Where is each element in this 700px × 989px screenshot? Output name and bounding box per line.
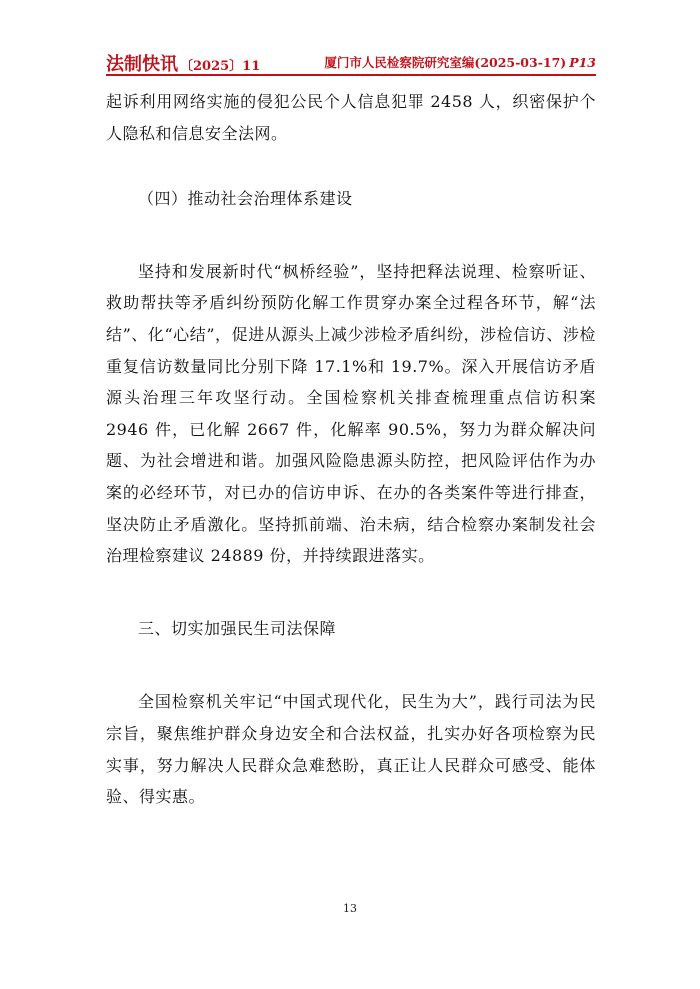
header-right (324, 53, 596, 71)
paragraph-social-governance: 坚持和发展新时代“枫桥经验”，坚持把释法说理、检察听证、救助帮扶等矛盾纠纷预防化解工作贯穿办案全过程各环节，解“法结”、化“心结”，促进从源头上减少涉检矛盾纠纷，涉检信访、涉检重复信访数量同比分别下降 17.1%和 19.7%。深入开展信访矛盾源头治理三年攻坚行动。全国检察机关排查梳理重点信访积案 2946 件，已化解 2667 件，化解率 90.5%，努力为群众解决问题、为社会增进和谐。加强风险隐患源头防控，把风险评估作为办案的必经环节，对已办的信访申诉、在办的各类案件等进行排查，坚决防止矛盾激化。坚持抓前端、治未病，结合检察办案制发社会治理检察建议 24889 份，并持续跟进落实。 (106, 261, 596, 566)
page-header (106, 48, 596, 76)
issue-number: 〔2025〕11 (180, 59, 261, 74)
publication-name: 法制快讯 (106, 54, 178, 75)
header-page-label: P13 (569, 55, 596, 70)
paragraph-continuation: 起诉利用网络实施的侵犯公民个人信息犯罪 2458 人，织密保护个人隐私和信息安全法网。 (106, 92, 596, 143)
section-heading-3: 三、切实加强民生司法保障 (138, 618, 337, 638)
spacer (106, 149, 596, 183)
header-left (106, 50, 260, 76)
section-heading-4: （四）推动社会治理体系建设 (138, 189, 353, 209)
publisher-info: 厦门市人民检察院研究室编(2025-03-17) (324, 55, 567, 70)
paragraph-livelihood: 全国检察机关牢记“中国式现代化，民生为大”，践行司法为民宗旨，聚焦维护群众身边安全和合法权益，扎实办好各项检察为民实事，努力解决人民群众急难愁盼，真正让人民群众可感受、能体验、得实惠。 (106, 692, 596, 807)
page-number: 13 (343, 902, 357, 915)
spacer (106, 572, 596, 613)
spacer (106, 215, 596, 256)
document-body (106, 86, 596, 813)
spacer (106, 644, 596, 686)
